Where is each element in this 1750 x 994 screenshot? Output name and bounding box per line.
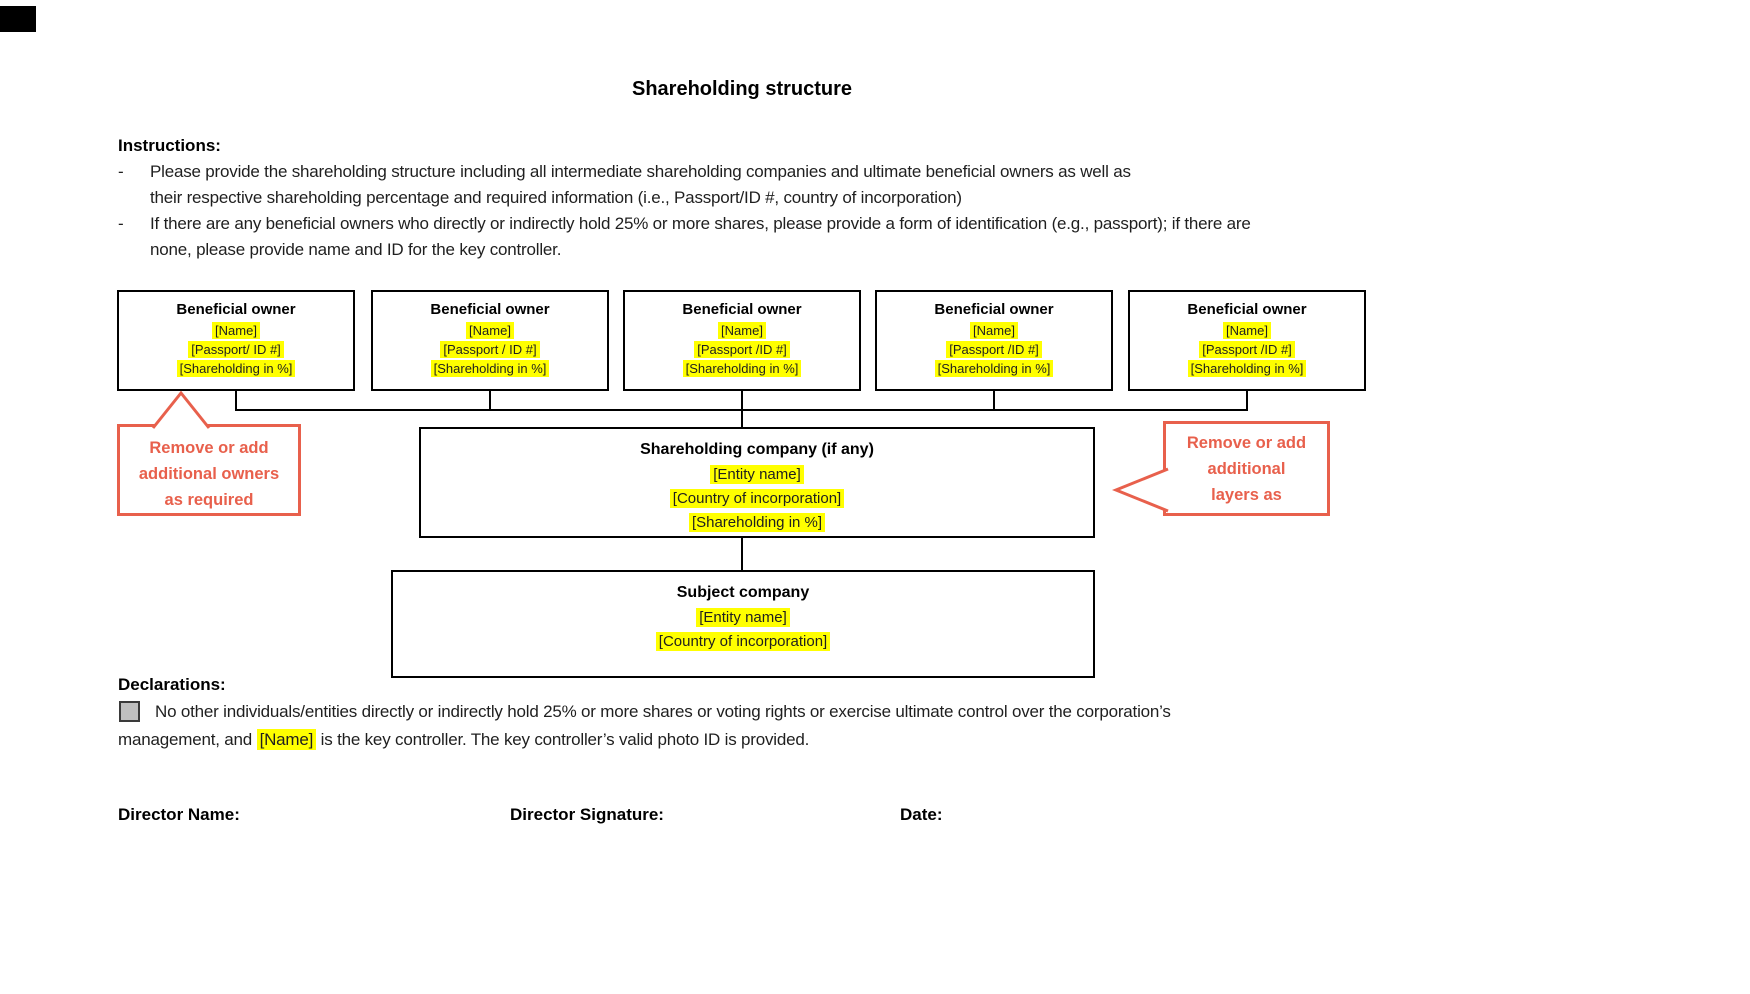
connector-line: [741, 536, 743, 572]
callout-line: as required: [164, 491, 254, 509]
instruction-item: [118, 159, 1438, 211]
owner-shareholding-placeholder[interactable]: [Shareholding in %]: [177, 360, 296, 377]
owner-box-title: Beneficial owner: [430, 301, 550, 318]
owner-name-placeholder[interactable]: [Name]: [970, 322, 1018, 339]
country-of-incorporation-placeholder[interactable]: [Country of incorporation]: [656, 632, 830, 651]
owner-shareholding-placeholder[interactable]: [Shareholding in %]: [935, 360, 1054, 377]
connector-line: [741, 389, 743, 429]
owner-passport-placeholder[interactable]: [Passport /ID #]: [1199, 341, 1295, 358]
owner-passport-placeholder[interactable]: [Passport/ ID #]: [188, 341, 284, 358]
declarations-heading: Declarations:: [118, 675, 226, 694]
declaration-checkbox[interactable]: [119, 701, 140, 722]
callout-line: layers as: [1211, 486, 1282, 504]
owner-passport-placeholder[interactable]: [Passport /ID #]: [946, 341, 1042, 358]
beneficial-owner-box: [623, 290, 861, 391]
instructions-section: [118, 133, 1438, 263]
director-name-label: Director Name:: [118, 805, 240, 824]
beneficial-owner-box: [875, 290, 1113, 391]
shareholding-company-title: Shareholding company (if any): [640, 441, 874, 458]
page-title: Shareholding structure: [631, 78, 853, 100]
callout-line: Remove or add: [149, 439, 269, 457]
connector-line: [993, 389, 995, 411]
date-label: Date:: [900, 805, 943, 824]
bullet-dash: -: [118, 214, 124, 233]
bullet-dash: -: [118, 162, 124, 181]
key-controller-name-placeholder[interactable]: [Name]: [257, 729, 317, 750]
owner-box-title: Beneficial owner: [176, 301, 296, 318]
instruction-line: If there are any beneficial owners who directly or indirectly hold 25% or more shares, please provide a form of identification (e.g., passport); if there are: [150, 214, 1251, 233]
callout-line: Remove or add: [1186, 434, 1307, 452]
country-of-incorporation-placeholder[interactable]: [Country of incorporation]: [670, 489, 844, 508]
owner-shareholding-placeholder[interactable]: [Shareholding in %]: [431, 360, 550, 377]
owner-name-placeholder[interactable]: [Name]: [718, 322, 766, 339]
owner-box-title: Beneficial owner: [934, 301, 1054, 318]
shareholding-percent-placeholder[interactable]: [Shareholding in %]: [689, 513, 825, 532]
instruction-item: [118, 211, 1438, 263]
instruction-line: none, please provide name and ID for the key controller.: [150, 240, 562, 259]
owner-box-title: Beneficial owner: [1187, 301, 1307, 318]
subject-company-title: Subject company: [676, 584, 810, 601]
beneficial-owner-box: [117, 290, 355, 391]
declaration-text-line1: No other individuals/entities directly or indirectly hold 25% or more shares or voting rights or exercise ultimate control over the corporation’s: [155, 702, 1171, 721]
corner-artifact: [0, 6, 36, 32]
owner-passport-placeholder[interactable]: [Passport /ID #]: [694, 341, 790, 358]
callout-line: additional owners: [138, 465, 280, 483]
instruction-line: Please provide the shareholding structure including all intermediate shareholding companies and ultimate beneficial owners as well as: [150, 162, 1131, 181]
owner-name-placeholder[interactable]: [Name]: [466, 322, 514, 339]
callout-pointer-up-icon: [150, 390, 212, 429]
owner-shareholding-placeholder[interactable]: [Shareholding in %]: [683, 360, 802, 377]
beneficial-owner-box: [371, 290, 609, 391]
shareholding-company-box: [419, 427, 1095, 538]
callout-line: additional: [1207, 460, 1286, 478]
director-signature-label: Director Signature:: [510, 805, 664, 824]
callout-pointer-left-icon: [1111, 466, 1169, 514]
declaration-text-before: management, and: [118, 730, 257, 749]
subject-company-box: [391, 570, 1095, 678]
callout-remove-add-layers: [1163, 421, 1330, 516]
owner-name-placeholder[interactable]: [Name]: [212, 322, 260, 339]
connector-line: [235, 389, 237, 411]
owner-passport-placeholder[interactable]: [Passport / ID #]: [440, 341, 539, 358]
connector-line: [489, 389, 491, 411]
entity-name-placeholder[interactable]: [Entity name]: [696, 608, 790, 627]
owner-box-title: Beneficial owner: [682, 301, 802, 318]
declaration-text-after: is the key controller. The key controller’s valid photo ID is provided.: [316, 730, 810, 749]
instructions-heading: Instructions:: [118, 136, 221, 155]
owner-shareholding-placeholder[interactable]: [Shareholding in %]: [1188, 360, 1307, 377]
owner-name-placeholder[interactable]: [Name]: [1223, 322, 1271, 339]
connector-line: [1246, 389, 1248, 411]
callout-remove-add-owners: [117, 424, 301, 516]
entity-name-placeholder[interactable]: [Entity name]: [710, 465, 804, 484]
declaration-text-line2: [118, 730, 809, 750]
beneficial-owner-box: [1128, 290, 1366, 391]
instruction-line: their respective shareholding percentage and required information (i.e., Passport/ID #, country of incorporation): [150, 188, 962, 207]
